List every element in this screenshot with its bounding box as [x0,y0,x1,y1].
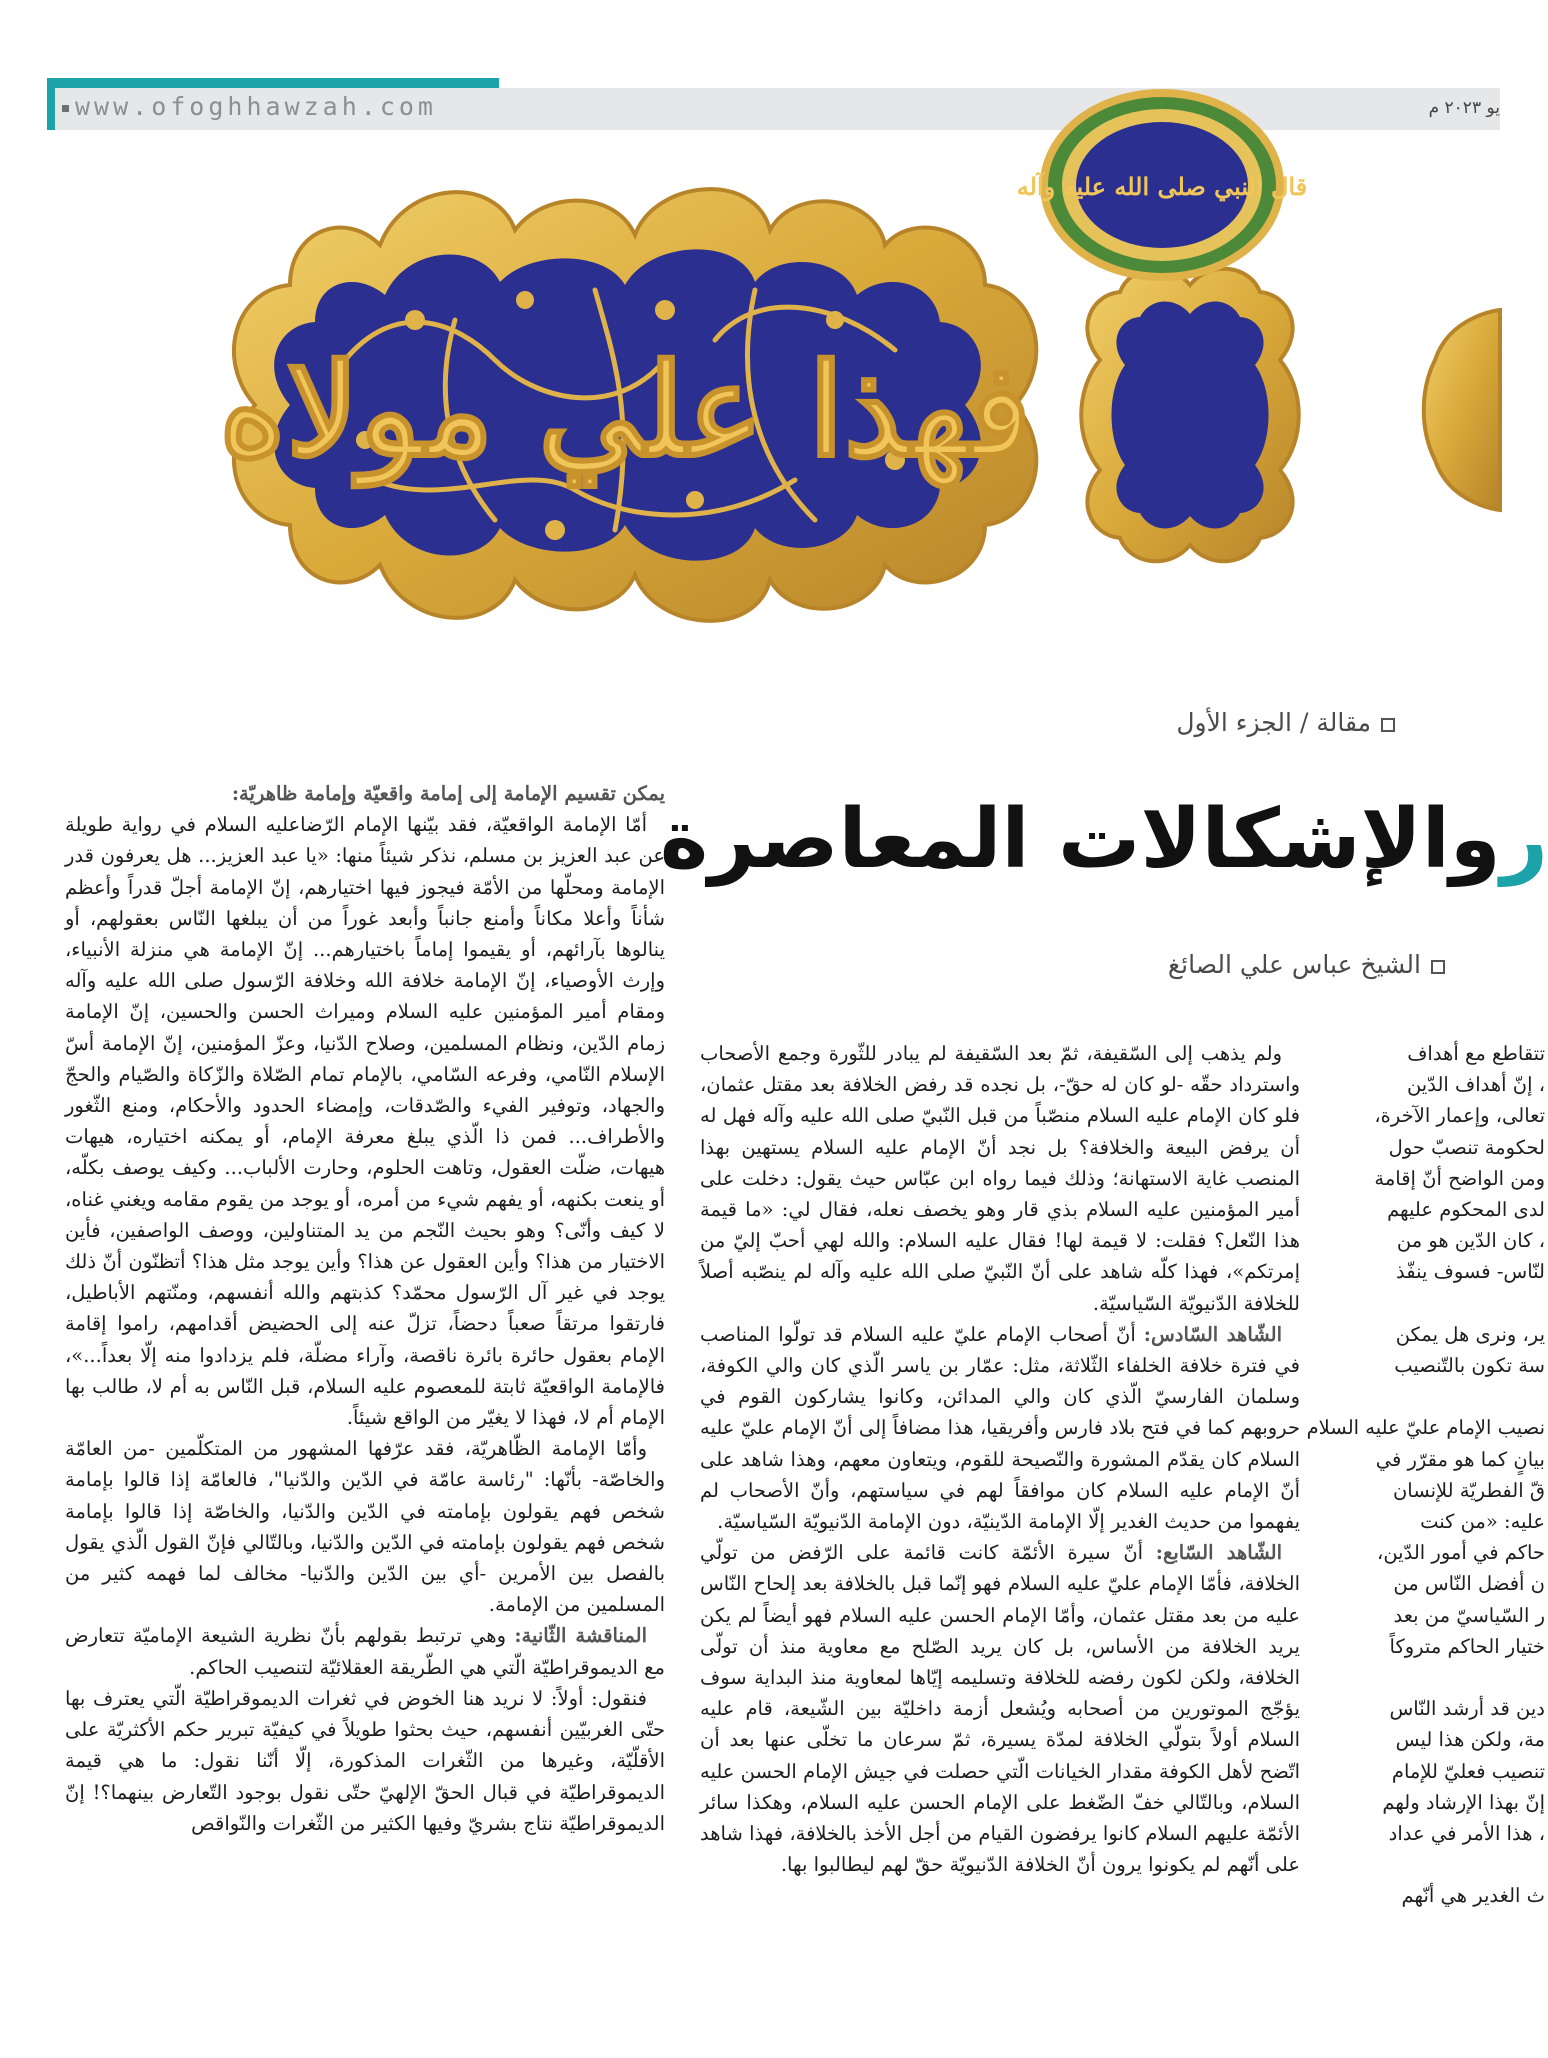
bullet-icon [1431,960,1445,974]
middle-column [700,1038,1300,2058]
bullet-icon [62,105,69,112]
issue-date: يو ٢٠٢٣ م [1428,98,1500,118]
line: إنّ بهذا الإرشاد ولهم [1382,1790,1545,1814]
line: عليه: «من كنت [1420,1510,1545,1534]
paragraph: أمّا الإمامة الواقعيّة، فقد بيّنها الإمام الرّضاعليه السلام في رواية طويلة عن عبد العزيز بن مسلم، نذكر شيئاً منها: «يا عبد العزيز... هل يعرفون قدر الإمامة ومحلّها من الأمّة فيجوز فيها اختيارهم، إنّ الإمامة أجلّ قدراً وأعظم شأناً وأعلا مكاناً وأمنع جانباً وأبعد غوراً من أن يبلغها النّاس بعقولهم، أو ينالوها بآرائهم، أو يقيموا إماماً باختيارهم... إنّ الإمامة هي منزلة الأنبياء، وإرث الأوصياء، إنّ الإمامة خلافة الله وخلافة الرّسول صلى الله عليه وآله ومقام أمير المؤمنين عليه السلام وميراث الحسن والحسين، إنّ الإمامة زمام الدّين، ونظام المسلمين، وصلاح الدّنيا، وعزّ المؤمنين، إنّ الإمامة أسّ الإسلام النّامي، وفرعه السّامي، بالإمام تمام الصّلاة والزّكاة والصّيام والحجّ والجهاد، وتوفير الفيء والصّدقات، وإمضاء الحدود والأحكام، ومنع الثّغور والأطراف... فمن ذا الّذي يبلغ معرفة الإمام، أو يمكنه اختياره، هيهات هيهات، ضلّت العقول، وتاهت الحلوم، وحارت الألباب... وكيف يوصف بكلّه، أو ينعت بكنهه، أو يفهم شيء من أمره، أو يوجد من يقوم مقامه ويغني غناه، لا كيف وأنّى؟ وهو بحيث النّجم من يد المتناولين، ووصف الواصفين، فأين الاختيار من هذا؟ وأين العقول عن هذا؟ وأين يوجد مثل هذا؟ أتظنّون أنّ ذلك يوجد في غير آل الرّسول محمّد؟ كذبتهم والله أنفسهم، ومنّتهم الأباطيل، فارتقوا مرتقاً صعباً دحضاً، تزلّ عنه إلى الحضيض أقدامهم، راموا إقامة الإمام بعقول حائرة بائرة ناقصة، وآراء مضلّة، فلم يزدادوا منه إلّا بعداً...»، فالإمامة الواقعيّة ثابتة للمعصوم عليه السلام، قبل النّاس به أم لا، طالب بها الإمام أم لا، فهذا لا يغيّر من الواقع شيئاً. [65,813,665,1430]
line: نصيب الإمام عليّ عليه السلام [1306,1416,1545,1440]
small-medallion [1081,269,1299,562]
paragraph: يمكن تقسيم الإمامة إلى إمامة واقعيّة وإمامة ظاهريّة: [231,782,665,805]
top-seal [1017,93,1307,277]
subheading: المناقشة الثّانية: [514,1624,647,1648]
article-title [659,790,1548,900]
line: ، إنّ أهداف الدّين [1406,1073,1545,1097]
line: ومن الواضح أنّ إقامة [1374,1166,1545,1190]
line [1335,1662,1545,1693]
line [1335,1288,1545,1319]
line: حاكم في أمور الدّين، [1377,1541,1545,1565]
author-byline: الشيخ عباس علي الصائغ [945,950,1445,979]
line: ن أفضل النّاس من [1393,1572,1545,1596]
title-accent: ر [1500,792,1548,887]
large-medallion [219,189,1036,621]
section-label: مقالة / الجزء الأول [1095,708,1395,737]
edge-medallion [1424,310,1500,510]
right-column-cropped [1306,1038,1545,2058]
line: ، هذا الأمر في عداد [1388,1822,1545,1846]
line: ث الغدير هي أنّهم [1401,1884,1545,1908]
line: بيانٍ كما هو مقرّر في [1375,1447,1545,1471]
line: لحكومة تنصبّ حول [1388,1135,1545,1159]
line: ختيار الحاكم متروكاً [1389,1634,1545,1658]
line: قّ الفطريّة للإنسان [1392,1478,1545,1502]
line: مة، ولكن هذا ليس [1395,1728,1545,1752]
line: لدى المحكوم عليهم [1387,1198,1545,1222]
line: تنصيب فعليّ للإمام [1391,1759,1545,1783]
paragraph: الشّاهد السّادس: أنّ أصحاب الإمام عليّ عليه السلام قد تولّوا المناصب في فترة خلافة الخلفاء الثّلاثة، مثل: عمّار بن ياسر الّذي كان والي الكوفة، وسلمان الفارسيّ الّذي كان والي المدائن، وكانوا يشاركون القوم في حروبهم كما في فتح بلاد فارس وأفريقيا، هذا مضافاً إلى أنّ الإمام عليّ عليه السلام كان يقدّم المشورة والنّصيحة للقوم، ويتعاون معهم، وهذا شاهد على أنّ الإمام عليه السلام كان موافقاً لهم في سياستهم، وأنّ الأصحاب لم يفهموا من حديث الغدير إلّا الإمامة الدّينيّة، دون الإمامة الدّنيويّة السّياسيّة. [700,1322,1300,1534]
paragraph: فنقول: أولاً: لا نريد هنا الخوض في ثغرات الديموقراطيّة الّتي يعترف بها حتّى الغربيّين أنفسهم، حيث بحثوا طويلاً في كيفيّة تبرير حكم الأكثريّة على الأقلّيّة، وغيرها من الثّغرات المذكورة، إلّا أنّنا نقول: ما هي قيمة الديموقراطيّة في قبال الحقّ الإلهيّ حتّى نقول بوجود التّعارض بينهما؟! إنّ الديموقراطيّة نتاج بشريّ وفيها الكثير من الثّغرات والنّواقص [65,1686,665,1835]
line: تتقاطع مع أهداف [1407,1042,1545,1065]
seal-text: قال النبي صلى الله عليه وآله [1016,172,1308,201]
line: سة تكون بالتّنصيب [1394,1354,1545,1378]
subheading: الشّاهد السّادس: [1143,1322,1283,1346]
line: ، كان الدّين هو من [1396,1229,1545,1253]
line: دين قد أرشد النّاس [1389,1697,1545,1721]
paragraph: الشّاهد السّابع: أنّ سيرة الأئمّة كانت قائمة على الرّفض من تولّي الخلافة، فأمّا الإمام عليّ عليه السلام فهو إنّما قبل بالخلافة بعد إلحاح النّاس عليه من بعد مقتل عثمان، وأمّا الإمام الحسن عليه السلام فهو أيضاً لم يكن يريد الخلافة من الأساس، بل كان يريد الصّلح مع معاوية منذ أن تولّى الخلافة، ولكن لكون رفضه للخلافة وتسليمه إيّاها لمعاوية منذ البداية سوف يؤجّج الموتورين من أصحابه ويُشعل أزمة داخليّة بين الشّيعة، قام عليه السلام أولاً بتولّي الخلافة لمدّة يسيرة، ثمّ سرعان ما تخلّى عنها بعد أن اتّضح لأهل الكوفة مقدار الخيانات الّتي حصلت في جيش الإمام الحسن عليه السلام، وبالتّالي خفّ الضّغط على الإمام الحسن عليه السلام، وهكذا سائر الأئمّة عليهم السلام كانوا يرفضون القيام من أجل الأخذ بالخلافة، فهذا شاهد على أنّهم لم يكونوا يرون أنّ الخلافة الدّنيويّة حقّ لهم ليطالبوا بها. [700,1541,1300,1877]
line: تعالى، وإعمار الآخرة، [1374,1104,1545,1128]
paragraph: ولم يذهب إلى السّقيفة، ثمّ بعد السّقيفة لم يبادر للثّورة وجمع الأصحاب واسترداد حقّه -لو كان له حقّ-، بل نجده قد رفض الخلافة بعد مقتل عثمان، فلو كان الإمام عليه السلام منصّباً من قبل النّبيّ صلى الله عليه وآله فهل له أن يرفض البيعة والخلافة؟ بل نجد أنّ الإمام عليه السلام يستهين بهذا المنصب غاية الاستهانة؛ وذلك فيما رواه ابن عبّاس حيث يقول: دخلت على أمير المؤمنين عليه السلام بذي قار وهو يخصف نعله، فقال لي: «ما قيمة هذا النّعل؟ فقلت: لا قيمة لها! فقال عليه السلام: والله لهي أحبّ إليّ من إمرتكم»، فهذا كلّه شاهد على أنّ النّبيّ صلى الله عليه وآله لم ينصّبه أصلاً للخلافة الدّنيويّة السّياسيّة. [700,1042,1300,1315]
line [1335,1381,1545,1412]
subheading: الشّاهد السّابع: [1155,1541,1282,1565]
left-column [65,778,665,2058]
line: ير، ونرى هل يمكن [1395,1322,1545,1346]
paragraph: المناقشة الثّانية: وهي ترتبط بقولهم بأنّ نظرية الشيعة الإماميّة تتعارض مع الديموقراطيّة الّتي هي الطّريقة العقلائيّة لتنصيب الحاكم. [65,1624,665,1679]
bullet-icon [1381,718,1395,732]
line: لنّاس- فسوف ينفّذ [1396,1260,1545,1284]
calligraphy-large: فهذا علي مولاه [218,336,1032,486]
website-url: www.ofoghhawzah.com [62,92,437,121]
line [1335,1849,1545,1880]
line: ر السّياسيّ من بعد [1393,1603,1545,1627]
paragraph: وأمّا الإمامة الظّاهريّة، فقد عرّفها المشهور من المتكلّمين -من العامّة والخاصّة- بأنّها: "رئاسة عامّة في الدّين والدّنيا"، فالعامّة إذا قالوا بإمامة شخص فهم يقولون بإمامته في الدّين والدّنيا، والخاصّة إذا قالوا بإمامة شخص فهم يقولون بإمامته في الدّين والدّنيا، وبالتّالي فإنّ القول الّذي يقول بالفصل بين الأمرين -أي بين الدّين والدّنيا- مخالف لما فهمه كثير من المسلمين من الإمامة. [65,1437,665,1617]
ghadir-banner [195,60,1500,780]
header-accent-side [47,78,55,130]
title-main: والإشكالات المعاصرة [659,792,1501,887]
